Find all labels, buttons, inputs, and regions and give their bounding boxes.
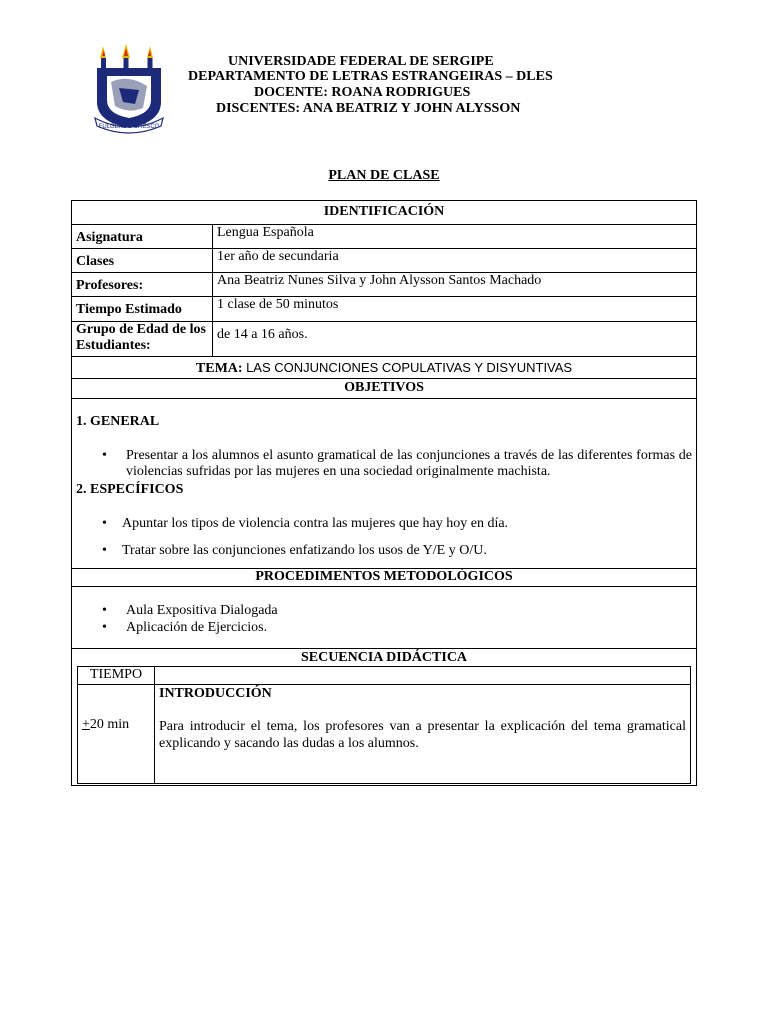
general-heading: 1. GENERAL <box>76 414 160 429</box>
identification-heading: IDENTIFICACIÓN <box>72 201 696 225</box>
intro-time <box>82 717 129 733</box>
table-row <box>72 249 696 273</box>
row-label: Grupo de Edad de los Estudiantes: <box>72 322 213 356</box>
tema-value: LAS CONJUNCIONES COPULATIVAS Y DISYUNTIVAS <box>246 360 573 375</box>
table-row <box>72 297 696 322</box>
department-name: DEPARTAMENTO DE LETRAS ESTRANGEIRAS – DLES <box>188 69 553 84</box>
list-item: • Tratar sobre las conjunciones enfatizando los usos de Y/E y O/U. <box>102 543 487 558</box>
row-label: Asignatura <box>72 225 213 248</box>
procedimientos-heading: PROCEDIMENTOS METODOLÓGICOS <box>72 569 696 587</box>
svg-text:FULGENDO CRESCO: FULGENDO CRESCO <box>98 124 160 130</box>
row-label: Clases <box>72 249 213 272</box>
intro-time-plus: + <box>82 717 90 732</box>
intro-cell <box>155 684 690 783</box>
secuencia-table <box>77 666 691 784</box>
objetivos-heading: OBJETIVOS <box>72 379 696 399</box>
procedimientos-list <box>72 603 278 636</box>
intro-time-rest: 20 min <box>89 717 130 732</box>
tema-row <box>72 357 696 379</box>
row-value: de 14 a 16 años. <box>217 327 308 342</box>
general-list <box>72 448 692 480</box>
tiempo-header: TIEMPO <box>78 667 155 685</box>
especificos-heading: 2. ESPECÍFICOS <box>76 482 184 497</box>
intro-heading: INTRODUCCIÓN <box>159 686 272 701</box>
row-label: Tiempo Estimado <box>72 297 213 321</box>
objetivos-body <box>72 399 696 569</box>
especificos-list <box>72 516 508 559</box>
row-value: 1 clase de 50 minutos <box>217 297 339 312</box>
list-item: • Apuntar los tipos de violencia contra las mujeres que hay hoy en día. <box>102 516 509 531</box>
university-name: UNIVERSIDADE FEDERAL DE SERGIPE <box>228 54 494 69</box>
university-logo <box>93 44 165 136</box>
list-item: • Presentar a los alumnos el asunto gramatical de las conjunciones a través de las diferentes formas de violencias sufridas por las mujeres en una sociedad originalmente machista. <box>102 448 692 479</box>
table-row <box>72 273 696 297</box>
row-value: Ana Beatriz Nunes Silva y John Alysson Santos Machado <box>217 273 542 288</box>
teacher-name: DOCENTE: ROANA RODRIGUES <box>254 85 471 100</box>
torch-icon <box>100 44 153 68</box>
intro-text: Para introducir el tema, los profesores van a presentar la explicación del tema gramatical explicando y sacando las dudas a los alumnos. <box>159 719 686 751</box>
table-row <box>72 225 696 249</box>
row-label: Profesores: <box>72 273 213 296</box>
lesson-plan-table <box>71 200 697 786</box>
tema-label: TEMA: <box>195 361 243 376</box>
table-row <box>72 322 696 357</box>
procedimientos-body <box>72 587 696 649</box>
page-title: PLAN DE CLASE <box>328 168 440 183</box>
secuencia-section <box>72 649 696 785</box>
list-item: • Aula Expositiva Dialogada <box>102 603 278 618</box>
row-value: Lengua Española <box>217 225 314 240</box>
tiempo-cell <box>78 685 155 783</box>
secuencia-heading: SECUENCIA DIDÁCTICA <box>300 650 468 665</box>
row-value: 1er año de secundaria <box>217 249 339 264</box>
list-item: • Aplicación de Ejercicios. <box>102 620 268 635</box>
students-names: DISCENTES: ANA BEATRIZ Y JOHN ALYSSON <box>216 101 521 116</box>
